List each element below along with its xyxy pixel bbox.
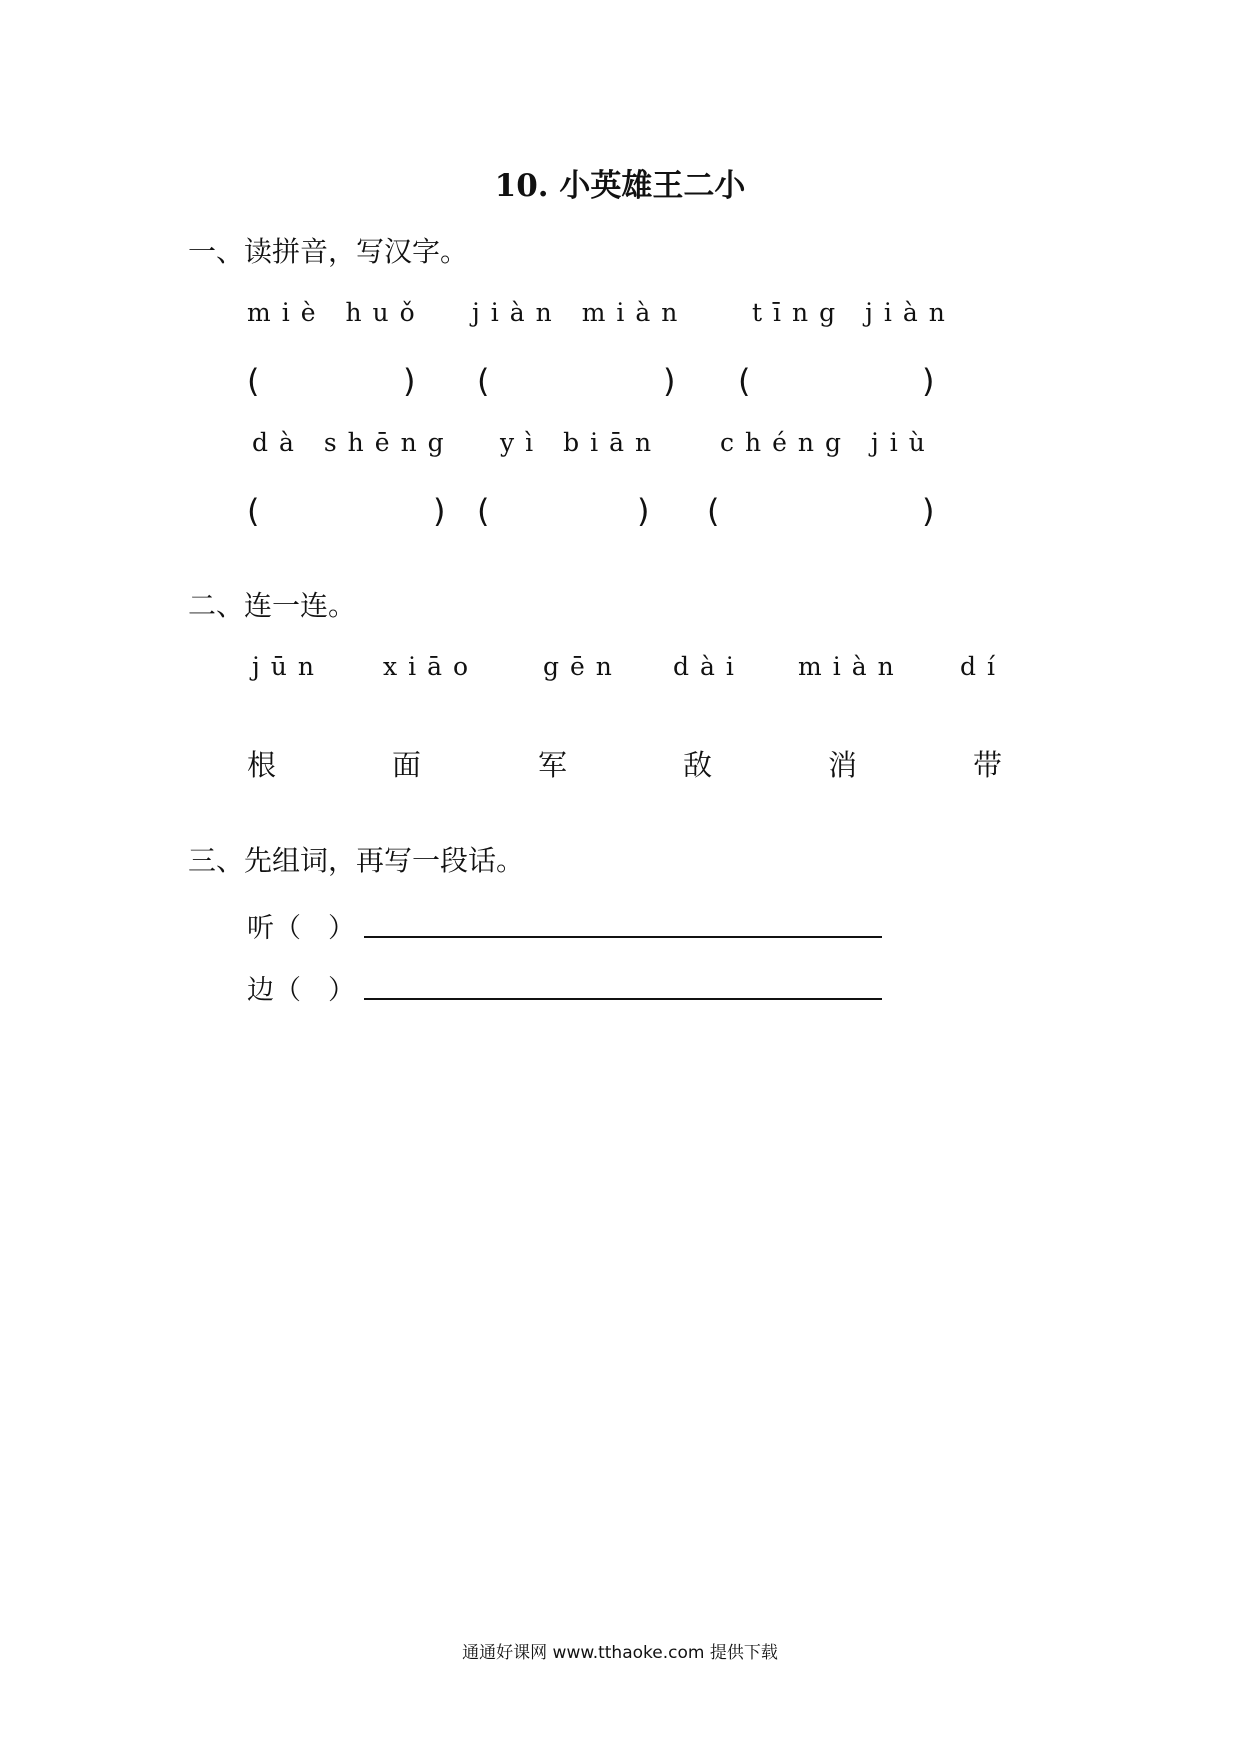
match-pinyin: xiāo [383, 652, 480, 681]
answer-paren-open: ( [738, 362, 751, 400]
answer-paren-close: ) [663, 362, 676, 400]
footer-credit: 通通好课网 www.tthaoke.com 提供下载 [462, 1643, 778, 1663]
answer-paren-open: ( [477, 492, 490, 530]
page-title: 10. 小英雄王二小 [494, 168, 746, 204]
match-char: 带 [973, 748, 1003, 782]
section3-heading: 三、先组词，再写一段话。 [188, 844, 525, 877]
answer-line [364, 936, 882, 938]
compose-char: 边 [247, 975, 274, 1006]
pinyin-mie-huo: miè huǒ [247, 298, 426, 327]
match-char: 面 [392, 748, 422, 782]
compose-char: 听 [247, 913, 274, 944]
compose-paren: （ ） [274, 913, 355, 944]
match-pinyin: miàn [798, 652, 905, 681]
answer-paren-close: ) [637, 492, 650, 530]
pinyin-cheng-jiu: chéng jiù [720, 428, 936, 457]
answer-paren-close: ) [922, 492, 935, 530]
pinyin-jian-mian: jiàn miàn [472, 298, 689, 327]
answer-paren-open: ( [477, 362, 490, 400]
match-pinyin: gēn [543, 652, 623, 681]
answer-paren-open: ( [707, 492, 720, 530]
match-char: 消 [828, 748, 858, 782]
match-char: 敌 [683, 748, 713, 782]
answer-paren-close: ) [433, 492, 446, 530]
match-pinyin: dí [960, 652, 1006, 681]
answer-line [364, 998, 882, 1000]
match-pinyin: jūn [252, 652, 325, 681]
section2-heading: 二、连一连。 [188, 589, 357, 622]
compose-row-ting [247, 906, 355, 945]
answer-paren-close: ) [922, 362, 935, 400]
pinyin-yi-bian: yì biān [500, 428, 663, 457]
pinyin-ting-jian: tīng jiàn [752, 298, 956, 327]
match-char: 军 [538, 748, 568, 782]
compose-paren: （ ） [274, 975, 355, 1006]
answer-paren-open: ( [247, 492, 260, 530]
match-pinyin: dài [673, 652, 745, 681]
pinyin-da-sheng: dà shēng [252, 428, 455, 457]
answer-paren-open: ( [247, 362, 260, 400]
answer-paren-close: ) [403, 362, 416, 400]
section1-heading: 一、读拼音，写汉字。 [188, 235, 469, 268]
compose-row-bian [247, 968, 355, 1007]
match-char: 根 [247, 748, 277, 782]
